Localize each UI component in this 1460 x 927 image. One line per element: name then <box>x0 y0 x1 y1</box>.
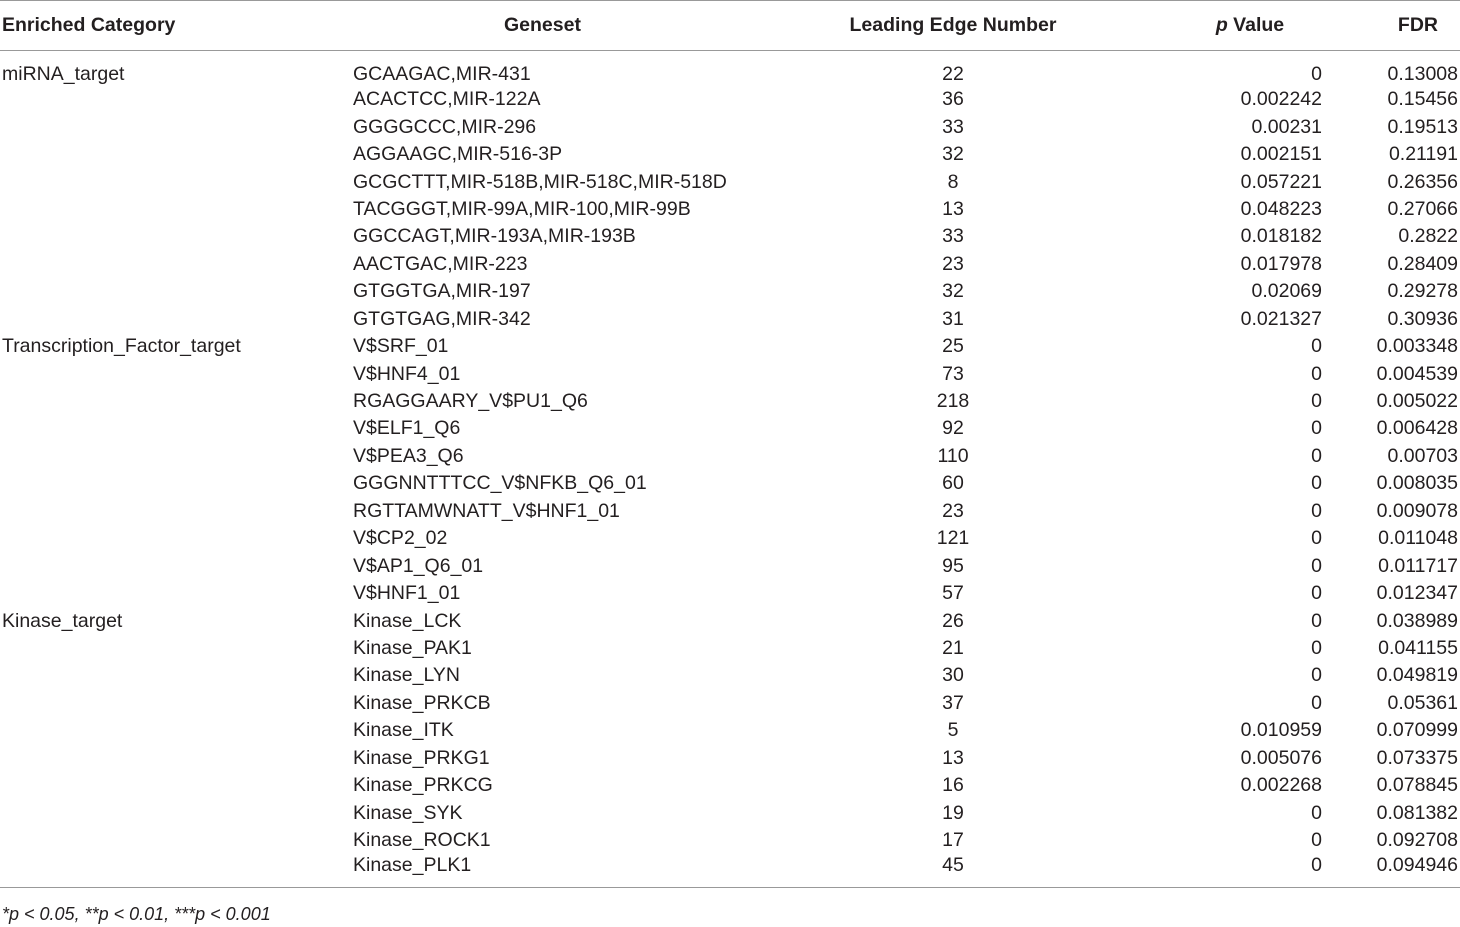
p-value-cell: 0 <box>1311 664 1322 687</box>
p-value-cell: 0.018182 <box>1240 225 1322 248</box>
table-body <box>0 51 1460 888</box>
p-value-cell: 0 <box>1311 417 1322 440</box>
geneset-cell: RGTTAMWNATT_V$HNF1_01 <box>353 499 620 522</box>
category-cell <box>0 717 352 744</box>
geneset-cell: GCGCTTT,MIR-518B,MIR-518C,MIR-518D <box>353 170 727 193</box>
p-value-cell: 0 <box>1311 801 1322 824</box>
table-row <box>0 635 1460 662</box>
p-value-cell: 0 <box>1311 499 1322 522</box>
geneset-cell: ACACTCC,MIR-122A <box>353 88 541 111</box>
significance-footnote: *p < 0.05, **p < 0.01, ***p < 0.001 <box>2 904 271 924</box>
table-row <box>0 717 1460 744</box>
category-cell <box>0 415 352 442</box>
fdr-cell: 0.049819 <box>1376 664 1458 687</box>
leading-edge-cell: 30 <box>942 664 964 687</box>
fdr-cell: 0.2822 <box>1398 225 1458 248</box>
header-fdr: FDR <box>1397 14 1438 36</box>
geneset-cell: Kinase_SYK <box>353 801 463 824</box>
geneset-cell: RGAGGAARY_V$PU1_Q6 <box>353 390 588 413</box>
table-row <box>0 51 1460 87</box>
category-cell <box>0 552 352 579</box>
p-value-cell: 0 <box>1311 362 1322 385</box>
table-row <box>0 690 1460 717</box>
leading-edge-cell: 31 <box>942 307 964 330</box>
table-row <box>0 745 1460 772</box>
geneset-cell: GTGGTGA,MIR-197 <box>353 280 531 303</box>
leading-edge-cell: 32 <box>942 280 964 303</box>
leading-edge-cell: 121 <box>936 527 970 550</box>
category-cell <box>0 580 352 607</box>
geneset-cell: Kinase_PRKCB <box>353 691 491 714</box>
p-value-cell: 0.002268 <box>1240 774 1322 797</box>
category-cell <box>0 470 352 497</box>
header-enriched-category: Enriched Category <box>2 14 176 36</box>
category-cell <box>0 772 352 799</box>
header-p-italic: p <box>1215 14 1228 36</box>
fdr-cell: 0.094946 <box>1376 854 1458 877</box>
category-cell <box>0 360 352 387</box>
table-row <box>0 662 1460 689</box>
table-row <box>0 306 1460 333</box>
p-value-cell: 0 <box>1311 390 1322 413</box>
table-row <box>0 443 1460 470</box>
leading-edge-cell: 33 <box>942 115 964 138</box>
fdr-cell: 0.012347 <box>1376 582 1458 605</box>
p-value-cell: 0 <box>1311 829 1322 852</box>
table-row <box>0 498 1460 525</box>
p-value-cell: 0 <box>1311 335 1322 358</box>
category-cell <box>0 799 352 826</box>
table-row <box>0 388 1460 415</box>
fdr-cell: 0.27066 <box>1387 197 1458 220</box>
p-value-cell: 0 <box>1311 691 1322 714</box>
table-row <box>0 854 1460 888</box>
category-cell <box>0 251 352 278</box>
table-row <box>0 196 1460 223</box>
fdr-cell: 0.073375 <box>1376 746 1458 769</box>
p-value-cell: 0 <box>1311 636 1322 659</box>
fdr-cell: 0.081382 <box>1376 801 1458 824</box>
geneset-cell: V$CP2_02 <box>353 527 448 550</box>
leading-edge-cell: 92 <box>942 417 964 440</box>
table-row <box>0 772 1460 799</box>
leading-edge-cell: 95 <box>942 554 964 577</box>
table-header <box>0 1 1460 51</box>
fdr-cell: 0.004539 <box>1376 362 1458 385</box>
header-row <box>0 1 1460 51</box>
category-cell <box>0 168 352 195</box>
geneset-cell: GGGGCCC,MIR-296 <box>353 115 537 138</box>
fdr-cell: 0.29278 <box>1387 280 1458 303</box>
geneset-cell: V$AP1_Q6_01 <box>353 554 484 577</box>
category-cell <box>0 854 352 888</box>
table-row <box>0 799 1460 826</box>
p-value-cell: 0 <box>1311 582 1322 605</box>
p-value-cell: 0.005076 <box>1240 746 1322 769</box>
fdr-cell: 0.005022 <box>1376 390 1458 413</box>
category-cell <box>0 525 352 552</box>
geneset-cell: Kinase_PAK1 <box>353 636 472 659</box>
leading-edge-cell: 13 <box>942 746 964 769</box>
geneset-cell: AACTGAC,MIR-223 <box>353 252 528 275</box>
p-value-cell: 0 <box>1311 854 1322 877</box>
p-value-cell: 0 <box>1311 609 1322 632</box>
geneset-cell: Kinase_ITK <box>353 719 454 742</box>
leading-edge-cell: 36 <box>942 88 964 111</box>
leading-edge-cell: 23 <box>942 252 964 275</box>
p-value-cell: 0 <box>1311 444 1322 467</box>
geneset-cell: Kinase_ROCK1 <box>353 829 491 852</box>
geneset-cell: Kinase_LYN <box>353 664 460 687</box>
leading-edge-cell: 110 <box>937 444 969 467</box>
p-value-cell: 0 <box>1311 63 1322 85</box>
p-value-cell: 0.021327 <box>1240 307 1322 330</box>
table-row <box>0 360 1460 387</box>
p-value-cell: 0.00231 <box>1251 115 1322 138</box>
table-row <box>0 278 1460 305</box>
category-cell <box>0 662 352 689</box>
table-row <box>0 113 1460 140</box>
leading-edge-cell: 32 <box>942 143 964 166</box>
p-value-cell: 0.02069 <box>1251 280 1322 303</box>
geneset-cell: V$HNF4_01 <box>353 362 461 385</box>
geneset-cell: Kinase_PLK1 <box>353 854 472 877</box>
leading-edge-cell: 26 <box>942 609 964 632</box>
table-row <box>0 223 1460 250</box>
geneset-cell: Kinase_LCK <box>353 609 462 632</box>
fdr-cell: 0.041155 <box>1378 636 1458 659</box>
p-value-cell: 0 <box>1311 554 1322 577</box>
leading-edge-cell: 17 <box>942 829 964 852</box>
category-cell <box>0 498 352 525</box>
table-row <box>0 470 1460 497</box>
p-value-cell: 0 <box>1311 527 1322 550</box>
header-p-value-label: Value <box>1227 14 1285 36</box>
category-cell <box>0 745 352 772</box>
fdr-cell: 0.003348 <box>1376 335 1458 358</box>
category-cell <box>0 278 352 305</box>
category-cell <box>0 113 352 140</box>
fdr-cell: 0.30936 <box>1387 307 1458 330</box>
table-row <box>0 168 1460 195</box>
table-row <box>0 525 1460 552</box>
category-cell <box>0 827 352 854</box>
leading-edge-cell: 45 <box>942 854 964 877</box>
geneset-cell: AGGAAGC,MIR-516-3P <box>353 143 563 166</box>
category-cell <box>0 86 352 113</box>
header-leading-edge-number: Leading Edge Number <box>849 14 1057 36</box>
leading-edge-cell: 5 <box>947 719 959 742</box>
p-value-cell: 0.002151 <box>1240 143 1322 166</box>
leading-edge-cell: 23 <box>942 499 964 522</box>
p-value-cell: 0.057221 <box>1240 170 1322 193</box>
p-value-cell: 0.048223 <box>1240 197 1322 220</box>
fdr-cell: 0.00703 <box>1387 444 1458 467</box>
p-value-cell: 0.010959 <box>1240 719 1322 742</box>
fdr-cell: 0.070999 <box>1376 719 1458 742</box>
geneset-cell: GGGNNTTTCC_V$NFKB_Q6_01 <box>353 472 647 495</box>
fdr-cell: 0.21191 <box>1388 143 1458 166</box>
geneset-cell: V$SRF_01 <box>353 335 449 358</box>
fdr-cell: 0.006428 <box>1376 417 1458 440</box>
leading-edge-cell: 218 <box>936 390 970 413</box>
fdr-cell: 0.011048 <box>1378 527 1458 550</box>
category-cell: Kinase_target <box>2 609 123 632</box>
fdr-cell: 0.092708 <box>1376 829 1458 852</box>
geneset-cell: V$PEA3_Q6 <box>353 444 464 467</box>
table-row <box>0 580 1460 607</box>
header-p-value <box>1170 1 1330 51</box>
leading-edge-cell: 73 <box>942 362 964 385</box>
fdr-cell: 0.038989 <box>1376 609 1458 632</box>
leading-edge-cell: 8 <box>947 170 959 193</box>
geneset-cell: GCAAGAC,MIR-431 <box>353 63 531 85</box>
leading-edge-cell: 60 <box>942 472 964 495</box>
table-row <box>0 251 1460 278</box>
leading-edge-cell: 37 <box>942 691 964 714</box>
leading-edge-cell: 16 <box>942 774 964 797</box>
header-geneset: Geneset <box>504 14 581 36</box>
fdr-cell: 0.28409 <box>1387 252 1458 275</box>
leading-edge-cell: 22 <box>942 63 964 85</box>
fdr-cell: 0.13008 <box>1387 63 1458 85</box>
table-row <box>0 415 1460 442</box>
leading-edge-cell: 33 <box>942 225 964 248</box>
fdr-cell: 0.15456 <box>1387 88 1458 111</box>
geneset-cell: V$HNF1_01 <box>353 582 461 605</box>
leading-edge-cell: 19 <box>942 801 964 824</box>
p-value-cell: 0.002242 <box>1240 88 1322 111</box>
fdr-cell: 0.011717 <box>1378 554 1458 577</box>
fdr-cell: 0.19513 <box>1387 115 1458 138</box>
category-cell <box>0 690 352 717</box>
table-row <box>0 86 1460 113</box>
leading-edge-cell: 13 <box>942 197 964 220</box>
category-cell <box>0 196 352 223</box>
table-row <box>0 607 1460 634</box>
category-cell <box>0 223 352 250</box>
leading-edge-cell: 21 <box>942 636 964 659</box>
geneset-cell: V$ELF1_Q6 <box>353 417 461 440</box>
geneset-cell: TACGGGT,MIR-99A,MIR-100,MIR-99B <box>353 197 691 220</box>
p-value-cell: 0.017978 <box>1240 252 1322 275</box>
table-row <box>0 552 1460 579</box>
leading-edge-cell: 57 <box>942 582 964 605</box>
table-row <box>0 827 1460 854</box>
leading-edge-cell: 25 <box>942 335 964 358</box>
fdr-cell: 0.078845 <box>1376 774 1458 797</box>
geneset-cell: GGCCAGT,MIR-193A,MIR-193B <box>353 225 636 248</box>
table-row <box>0 333 1460 360</box>
fdr-cell: 0.05361 <box>1387 691 1458 714</box>
fdr-cell: 0.008035 <box>1376 472 1458 495</box>
category-cell: miRNA_target <box>2 63 125 85</box>
geneset-cell: Kinase_PRKG1 <box>353 746 490 769</box>
category-cell <box>0 306 352 333</box>
category-cell <box>0 635 352 662</box>
category-cell <box>0 388 352 415</box>
geneset-cell: GTGTGAG,MIR-342 <box>353 307 531 330</box>
p-value-cell: 0 <box>1311 472 1322 495</box>
category-cell <box>0 141 352 168</box>
geneset-cell: Kinase_PRKCG <box>353 774 493 797</box>
fdr-cell: 0.009078 <box>1376 499 1458 522</box>
category-cell: Transcription_Factor_target <box>2 335 241 358</box>
table-row <box>0 141 1460 168</box>
category-cell <box>0 443 352 470</box>
fdr-cell: 0.26356 <box>1387 170 1458 193</box>
